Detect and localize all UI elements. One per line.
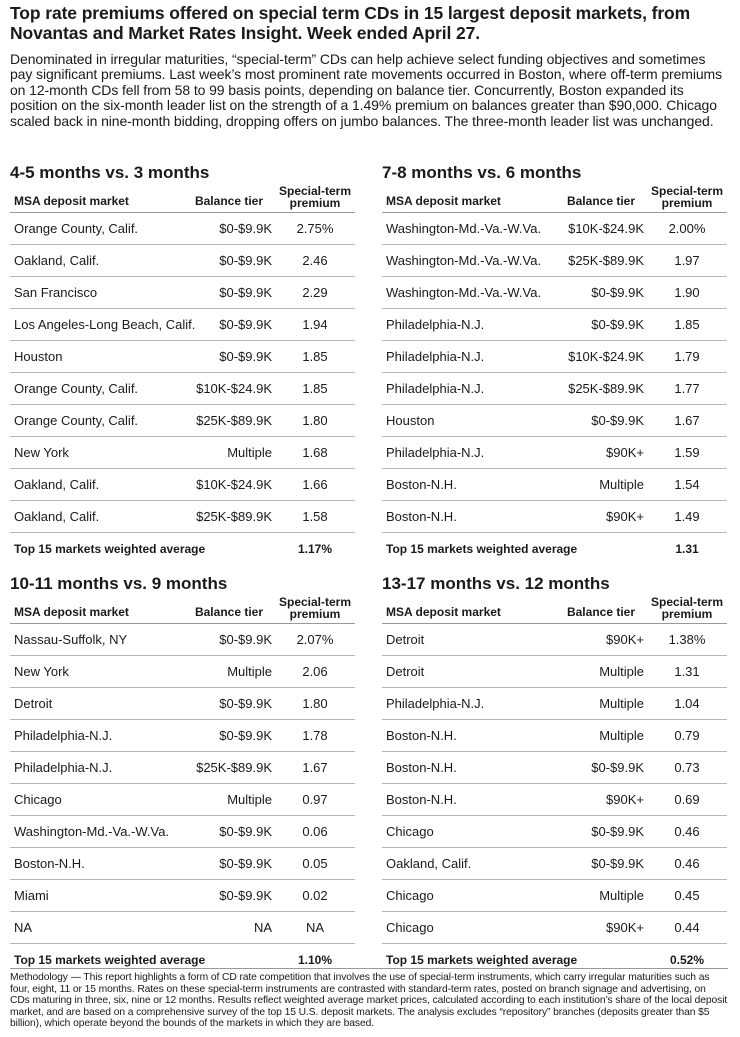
- col-header-premium-line1: Special-term: [278, 595, 352, 609]
- cell-premium: 1.67: [674, 413, 700, 428]
- table-body: [10, 213, 355, 533]
- cell-market: Philadelphia-N.J.: [386, 381, 485, 396]
- cell-balance-tier: $0-$9.9K: [591, 856, 644, 871]
- cell-market: Los Angeles-Long Beach, Calif.: [14, 317, 196, 332]
- section-4-5-months: [10, 162, 355, 559]
- cell-premium: 1.77: [674, 381, 700, 396]
- cell-balance-tier: Multiple: [599, 888, 644, 903]
- cell-premium: 1.49: [674, 509, 700, 524]
- section-10-11-months: [10, 573, 355, 970]
- col-header-tier: Balance tier: [194, 605, 264, 619]
- cell-market: Chicago: [386, 888, 434, 903]
- col-header-premium: [647, 596, 727, 620]
- table-row: [382, 245, 727, 277]
- col-header-market: MSA deposit market: [386, 605, 501, 619]
- cell-market: Oakland, Calif.: [386, 856, 472, 871]
- cell-premium: 1.54: [674, 477, 700, 492]
- table-row: [382, 213, 727, 245]
- cell-market: Philadelphia-N.J.: [386, 696, 485, 711]
- cell-balance-tier: $0-$9.9K: [219, 856, 272, 871]
- table-header: [382, 595, 727, 624]
- cell-premium: 1.67: [302, 760, 328, 775]
- cell-premium: 1.94: [302, 317, 328, 332]
- cell-balance-tier: $10K-$24.9K: [196, 477, 272, 492]
- cell-market: Chicago: [386, 920, 434, 935]
- weighted-average-label: Top 15 markets weighted average: [386, 953, 578, 967]
- col-header-premium: [275, 596, 355, 620]
- table-row: [10, 469, 355, 501]
- cell-premium: 0.46: [674, 824, 700, 839]
- table-row: [382, 624, 727, 656]
- cell-premium: 1.85: [302, 381, 328, 396]
- cell-market: Washington-Md.-Va.-W.Va.: [14, 824, 170, 839]
- cell-premium: 2.46: [302, 253, 328, 268]
- cell-balance-tier: $0-$9.9K: [219, 317, 272, 332]
- cell-market: Philadelphia-N.J.: [386, 349, 485, 364]
- cell-balance-tier: $25K-$89.9K: [196, 413, 272, 428]
- table-row: [382, 373, 727, 405]
- cell-premium: 1.80: [302, 696, 328, 711]
- col-header-premium-line2: premium: [289, 607, 341, 621]
- cell-balance-tier: $25K-$89.9K: [196, 509, 272, 524]
- section-7-8-months: [382, 162, 727, 559]
- col-header-premium-line2: premium: [289, 196, 341, 210]
- cell-balance-tier: $90K+: [606, 792, 644, 807]
- table-row: [382, 469, 727, 501]
- cell-premium: 0.79: [674, 728, 700, 743]
- table-row: [10, 309, 355, 341]
- cell-premium: 1.90: [674, 285, 700, 300]
- cell-market: Detroit: [14, 696, 53, 711]
- cell-market: New York: [14, 445, 69, 460]
- table-row: [10, 277, 355, 309]
- cell-market: Oakland, Calif.: [14, 509, 100, 524]
- table-body: [382, 624, 727, 944]
- weighted-average-value: 1.10%: [297, 953, 333, 967]
- cell-balance-tier: $0-$9.9K: [219, 253, 272, 268]
- cell-balance-tier: $0-$9.9K: [591, 760, 644, 775]
- weighted-average-row: [10, 944, 355, 970]
- weighted-average-value: 0.52%: [669, 953, 705, 967]
- cell-market: Boston-N.H.: [386, 477, 457, 492]
- cell-premium: 1.31: [674, 664, 700, 679]
- cell-market: San Francisco: [14, 285, 98, 300]
- col-header-premium-line2: premium: [661, 196, 713, 210]
- cell-market: NA: [14, 920, 33, 935]
- table-row: [382, 912, 727, 944]
- col-header-premium: [647, 185, 727, 209]
- cell-market: Washington-Md.-Va.-W.Va.: [386, 221, 542, 236]
- cell-balance-tier: $90K+: [606, 445, 644, 460]
- table-row: [10, 880, 355, 912]
- cell-market: Detroit: [386, 632, 425, 647]
- table-row: [382, 656, 727, 688]
- cell-balance-tier: $25K-$89.9K: [568, 381, 644, 396]
- cell-market: Chicago: [386, 824, 434, 839]
- methodology-note: Methodology — This report highlights a form of CD rate competition that involves the use of special-term instruments, which carry irregular maturities such as four, eight, 11 or 15 months. Rates on these special-term instruments are contrasted with standard-term rates, posted on branch signage and advertising, on CDs maturing in three, six, nine or 12 months. Results reflect weighted average market prices, calculated according to each institution’s share of the local deposit market, and are based on a comprehensive survey of the top 15 U.S. deposit markets. The analysis excludes “repository” branches (deposits greater than $5 billion), which operate beyond the bounds of the markets in which they are based.: [10, 968, 728, 1030]
- table-body: [382, 213, 727, 533]
- cell-balance-tier: $10K-$24.9K: [196, 381, 272, 396]
- table-row: [10, 624, 355, 656]
- cell-premium: 0.97: [302, 792, 328, 807]
- cell-balance-tier: $0-$9.9K: [591, 285, 644, 300]
- cell-market: New York: [14, 664, 69, 679]
- cell-premium: 1.80: [302, 413, 328, 428]
- table-row: [10, 373, 355, 405]
- cell-market: Detroit: [386, 664, 425, 679]
- cell-market: Orange County, Calif.: [14, 221, 139, 236]
- table-row: [382, 720, 727, 752]
- cell-premium: 0.45: [674, 888, 700, 903]
- cell-balance-tier: NA: [253, 920, 272, 935]
- cell-market: Nassau-Suffolk, NY: [14, 632, 128, 647]
- cell-premium: 1.66: [302, 477, 328, 492]
- cell-premium: 2.29: [302, 285, 328, 300]
- cell-premium: 0.69: [674, 792, 700, 807]
- cell-market: Houston: [386, 413, 435, 428]
- cell-premium: 0.44: [674, 920, 700, 935]
- cell-balance-tier: $10K-$24.9K: [568, 349, 644, 364]
- cell-market: Chicago: [14, 792, 62, 807]
- cell-balance-tier: Multiple: [227, 664, 272, 679]
- cell-market: Washington-Md.-Va.-W.Va.: [386, 285, 542, 300]
- table-header: [10, 184, 355, 213]
- table-row: [10, 752, 355, 784]
- cell-balance-tier: $0-$9.9K: [591, 413, 644, 428]
- cell-market: Miami: [14, 888, 49, 903]
- table-row: [382, 277, 727, 309]
- col-header-premium-line2: premium: [661, 607, 713, 621]
- cell-premium: 1.85: [674, 317, 700, 332]
- cell-premium: 2.06: [302, 664, 328, 679]
- table-row: [10, 245, 355, 277]
- col-header-premium: [275, 185, 355, 209]
- table-row: [10, 656, 355, 688]
- cell-market: Philadelphia-N.J.: [14, 728, 113, 743]
- cell-balance-tier: $0-$9.9K: [219, 696, 272, 711]
- cell-market: Orange County, Calif.: [14, 381, 139, 396]
- cell-market: Boston-N.H.: [386, 760, 457, 775]
- cell-balance-tier: $0-$9.9K: [219, 285, 272, 300]
- cell-balance-tier: $0-$9.9K: [219, 728, 272, 743]
- table-row: [10, 784, 355, 816]
- cell-premium: NA: [305, 920, 325, 935]
- cell-balance-tier: $10K-$24.9K: [568, 221, 644, 236]
- cell-balance-tier: $0-$9.9K: [219, 632, 272, 647]
- cell-premium: 1.79: [674, 349, 700, 364]
- cell-premium: 1.58: [302, 509, 328, 524]
- cell-balance-tier: Multiple: [227, 792, 272, 807]
- section-title: 10-11 months vs. 9 months: [10, 574, 228, 593]
- table-row: [10, 501, 355, 533]
- col-header-tier: Balance tier: [194, 194, 264, 208]
- cell-premium: 2.00%: [668, 221, 706, 236]
- cell-market: Orange County, Calif.: [14, 413, 139, 428]
- cell-balance-tier: $25K-$89.9K: [568, 253, 644, 268]
- table-header: [10, 595, 355, 624]
- table-row: [382, 880, 727, 912]
- cell-market: Oakland, Calif.: [14, 253, 100, 268]
- cell-premium: 0.06: [302, 824, 328, 839]
- col-header-market: MSA deposit market: [386, 194, 501, 208]
- table-row: [382, 752, 727, 784]
- cell-premium: 1.97: [674, 253, 700, 268]
- cell-market: Oakland, Calif.: [14, 477, 100, 492]
- cell-premium: 2.07%: [296, 632, 334, 647]
- table-row: [10, 437, 355, 469]
- cell-balance-tier: Multiple: [599, 728, 644, 743]
- col-header-tier: Balance tier: [566, 605, 636, 619]
- cell-balance-tier: Multiple: [599, 696, 644, 711]
- cell-premium: 1.04: [674, 696, 700, 711]
- cell-market: Philadelphia-N.J.: [386, 317, 485, 332]
- cell-market: Philadelphia-N.J.: [14, 760, 113, 775]
- cell-market: Washington-Md.-Va.-W.Va.: [386, 253, 542, 268]
- table-row: [10, 341, 355, 373]
- cell-premium: 1.85: [302, 349, 328, 364]
- table-row: [382, 784, 727, 816]
- cell-market: Philadelphia-N.J.: [386, 445, 485, 460]
- table-row: [382, 848, 727, 880]
- col-header-premium-line1: Special-term: [650, 184, 724, 198]
- cell-balance-tier: $90K+: [606, 632, 644, 647]
- col-header-market: MSA deposit market: [14, 605, 129, 619]
- table-row: [10, 213, 355, 245]
- cell-premium: 0.46: [674, 856, 700, 871]
- table-row: [382, 501, 727, 533]
- table-row: [382, 309, 727, 341]
- table-row: [382, 688, 727, 720]
- weighted-average-label: Top 15 markets weighted average: [14, 953, 206, 967]
- col-header-market: MSA deposit market: [14, 194, 129, 208]
- cell-premium: 1.68: [302, 445, 328, 460]
- section-title: 4-5 months vs. 3 months: [10, 163, 210, 182]
- cell-market: Boston-N.H.: [386, 509, 457, 524]
- table-header: [382, 184, 727, 213]
- cell-premium: 1.38%: [668, 632, 706, 647]
- cell-balance-tier: Multiple: [599, 477, 644, 492]
- table-body: [10, 624, 355, 944]
- cell-market: Boston-N.H.: [14, 856, 85, 871]
- cell-premium: 0.73: [674, 760, 700, 775]
- weighted-average-row: [10, 533, 355, 559]
- table-row: [10, 720, 355, 752]
- table-row: [10, 688, 355, 720]
- cell-premium: 1.78: [302, 728, 328, 743]
- table-row: [382, 816, 727, 848]
- section-title: 7-8 months vs. 6 months: [382, 163, 582, 182]
- col-header-tier: Balance tier: [566, 194, 636, 208]
- cell-premium: 0.02: [302, 888, 328, 903]
- cell-premium: 2.75%: [296, 221, 334, 236]
- cell-balance-tier: $90K+: [606, 920, 644, 935]
- weighted-average-value: 1.17%: [297, 542, 333, 556]
- col-header-premium-line1: Special-term: [650, 595, 724, 609]
- cell-balance-tier: $0-$9.9K: [591, 317, 644, 332]
- weighted-average-label: Top 15 markets weighted average: [14, 542, 206, 556]
- cell-premium: 0.05: [302, 856, 328, 871]
- table-row: [10, 816, 355, 848]
- cell-premium: 1.59: [674, 445, 700, 460]
- report-title: Top rate premiums offered on special term CDs in 15 largest deposit markets, from Novantas and Market Rates Insight. Week ended April 27.: [10, 3, 691, 43]
- weighted-average-row: [382, 944, 727, 970]
- cell-balance-tier: $90K+: [606, 509, 644, 524]
- table-row: [382, 341, 727, 373]
- table-row: [10, 912, 355, 944]
- cell-market: Boston-N.H.: [386, 792, 457, 807]
- cell-market: Houston: [14, 349, 63, 364]
- weighted-average-row: [382, 533, 727, 559]
- cell-balance-tier: $0-$9.9K: [219, 888, 272, 903]
- cell-balance-tier: $0-$9.9K: [219, 221, 272, 236]
- cell-balance-tier: Multiple: [599, 664, 644, 679]
- table-row: [382, 437, 727, 469]
- section-title: 13-17 months vs. 12 months: [382, 574, 610, 593]
- cell-balance-tier: Multiple: [227, 445, 272, 460]
- section-13-17-months: [382, 573, 727, 970]
- weighted-average-label: Top 15 markets weighted average: [386, 542, 578, 556]
- col-header-premium-line1: Special-term: [278, 184, 352, 198]
- cell-balance-tier: $25K-$89.9K: [196, 760, 272, 775]
- table-row: [10, 848, 355, 880]
- cell-market: Boston-N.H.: [386, 728, 457, 743]
- weighted-average-value: 1.31: [675, 542, 699, 556]
- cell-balance-tier: $0-$9.9K: [219, 824, 272, 839]
- cell-balance-tier: $0-$9.9K: [591, 824, 644, 839]
- table-row: [10, 405, 355, 437]
- table-row: [382, 405, 727, 437]
- cell-balance-tier: $0-$9.9K: [219, 349, 272, 364]
- intro-paragraph: Denominated in irregular maturities, “special-term” CDs can help achieve select funding objectives and sometimes pay significant premiums. Last week’s most prominent rate movements occurred in Boston, where off-term premiums on 12-month CDs fell from 58 to 99 basis points, depending on balance tier. Concurrently, Boston expanded its position on the six-month leader list on the strength of a 1.49% premium on balances greater than $90,000. Chicago scaled back in nine-month bidding, dropping offers on jumbo balances. The three-month leader list was unchanged.: [10, 51, 723, 129]
